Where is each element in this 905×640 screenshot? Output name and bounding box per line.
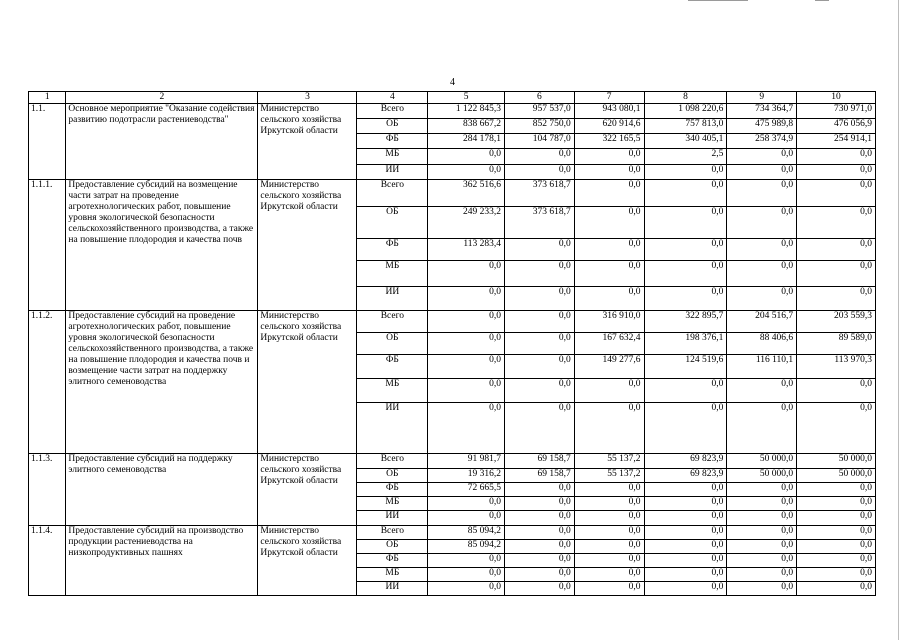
amount-cell: 0,0 bbox=[505, 554, 575, 568]
amount-cell: 0,0 bbox=[797, 483, 876, 497]
funding-source: ОБ bbox=[357, 333, 428, 355]
amount-cell: 0,0 bbox=[574, 287, 644, 311]
column-header: 1 bbox=[29, 92, 66, 104]
amount-cell: 0,0 bbox=[727, 526, 797, 540]
amount-cell: 0,0 bbox=[505, 311, 575, 333]
amount-cell: 1 122 845,3 bbox=[428, 104, 505, 119]
amount-cell: 0,0 bbox=[574, 149, 644, 165]
amount-cell: 0,0 bbox=[574, 180, 644, 207]
amount-cell: 85 094,2 bbox=[428, 540, 505, 554]
item-executor: Министерство сельского хозяйства Иркутской области bbox=[258, 454, 357, 526]
amount-cell: 0,0 bbox=[644, 239, 727, 261]
item-executor: Министерство сельского хозяйства Иркутской области bbox=[258, 526, 357, 596]
column-header: 7 bbox=[574, 92, 644, 104]
amount-cell: 69 823,9 bbox=[644, 454, 727, 469]
amount-cell: 0,0 bbox=[574, 526, 644, 540]
amount-cell: 149 277,6 bbox=[574, 355, 644, 379]
amount-cell: 0,0 bbox=[797, 526, 876, 540]
amount-cell: 0,0 bbox=[797, 379, 876, 403]
amount-cell: 0,0 bbox=[644, 379, 727, 403]
funding-source: Всего bbox=[357, 104, 428, 119]
funding-source: Всего bbox=[357, 311, 428, 333]
item-name: Основное мероприятие "Оказание содействия развитию подотрасли растениеводства" bbox=[66, 104, 258, 180]
amount-cell: 0,0 bbox=[428, 333, 505, 355]
amount-cell: 0,0 bbox=[428, 311, 505, 333]
amount-cell: 85 094,2 bbox=[428, 526, 505, 540]
amount-cell: 0,0 bbox=[797, 180, 876, 207]
table-row bbox=[29, 454, 876, 469]
amount-cell: 322 165,5 bbox=[574, 134, 644, 149]
item-executor: Министерство сельского хозяйства Иркутской области bbox=[258, 180, 357, 311]
amount-cell: 0,0 bbox=[644, 207, 727, 239]
amount-cell: 0,0 bbox=[574, 403, 644, 454]
column-header: 2 bbox=[66, 92, 258, 104]
amount-cell: 0,0 bbox=[428, 149, 505, 165]
amount-cell: 322 895,7 bbox=[644, 311, 727, 333]
amount-cell: 0,0 bbox=[505, 582, 575, 596]
amount-cell: 0,0 bbox=[428, 582, 505, 596]
amount-cell: 0,0 bbox=[797, 165, 876, 180]
amount-cell: 1 098 220,6 bbox=[644, 104, 727, 119]
amount-cell: 0,0 bbox=[505, 379, 575, 403]
amount-cell: 0,0 bbox=[797, 554, 876, 568]
funding-source: ФБ bbox=[357, 554, 428, 568]
amount-cell: 0,0 bbox=[574, 582, 644, 596]
amount-cell: 0,0 bbox=[727, 207, 797, 239]
amount-cell: 124 519,6 bbox=[644, 355, 727, 379]
funding-source: ИИ bbox=[357, 165, 428, 180]
page-number: 4 bbox=[450, 77, 455, 88]
amount-cell: 0,0 bbox=[797, 149, 876, 165]
amount-cell: 0,0 bbox=[428, 165, 505, 180]
funding-source: Всего bbox=[357, 526, 428, 540]
amount-cell: 373 618,7 bbox=[505, 207, 575, 239]
amount-cell: 0,0 bbox=[727, 582, 797, 596]
amount-cell: 373 618,7 bbox=[505, 180, 575, 207]
amount-cell: 0,0 bbox=[727, 403, 797, 454]
table-row bbox=[29, 311, 876, 333]
item-number: 1.1.1. bbox=[29, 180, 66, 311]
amount-cell: 0,0 bbox=[505, 403, 575, 454]
amount-cell: 0,0 bbox=[797, 540, 876, 554]
amount-cell: 55 137,2 bbox=[574, 454, 644, 469]
amount-cell: 852 750,0 bbox=[505, 119, 575, 134]
amount-cell: 943 080,1 bbox=[574, 104, 644, 119]
funding-source: ИИ bbox=[357, 403, 428, 454]
funding-source: МБ bbox=[357, 568, 428, 582]
amount-cell: 620 914,6 bbox=[574, 119, 644, 134]
item-executor: Министерство сельского хозяйства Иркутской области bbox=[258, 311, 357, 454]
amount-cell: 0,0 bbox=[505, 355, 575, 379]
amount-cell: 0,0 bbox=[727, 165, 797, 180]
amount-cell: 88 406,6 bbox=[727, 333, 797, 355]
amount-cell: 0,0 bbox=[574, 483, 644, 497]
amount-cell: 204 516,7 bbox=[727, 311, 797, 333]
budget-table bbox=[28, 91, 876, 596]
amount-cell: 69 158,7 bbox=[505, 469, 575, 483]
amount-cell: 0,0 bbox=[428, 554, 505, 568]
amount-cell: 91 981,7 bbox=[428, 454, 505, 469]
funding-source: ФБ bbox=[357, 239, 428, 261]
item-number: 1.1. bbox=[29, 104, 66, 180]
amount-cell: 113 283,4 bbox=[428, 239, 505, 261]
amount-cell: 0,0 bbox=[428, 261, 505, 287]
amount-cell: 0,0 bbox=[644, 287, 727, 311]
amount-cell: 0,0 bbox=[505, 333, 575, 355]
amount-cell: 0,0 bbox=[574, 497, 644, 511]
amount-cell: 0,0 bbox=[797, 511, 876, 526]
amount-cell: 89 589,0 bbox=[797, 333, 876, 355]
funding-source: ИИ bbox=[357, 582, 428, 596]
amount-cell: 0,0 bbox=[428, 403, 505, 454]
column-header: 10 bbox=[797, 92, 876, 104]
amount-cell: 50 000,0 bbox=[797, 469, 876, 483]
amount-cell: 0,0 bbox=[505, 568, 575, 582]
amount-cell: 55 137,2 bbox=[574, 469, 644, 483]
column-header: 8 bbox=[644, 92, 727, 104]
amount-cell: 203 559,3 bbox=[797, 311, 876, 333]
amount-cell: 0,0 bbox=[727, 554, 797, 568]
scan-artifact bbox=[688, 0, 748, 1]
amount-cell: 0,0 bbox=[797, 568, 876, 582]
amount-cell: 0,0 bbox=[505, 511, 575, 526]
amount-cell: 50 000,0 bbox=[797, 454, 876, 469]
amount-cell: 0,0 bbox=[574, 239, 644, 261]
amount-cell: 0,0 bbox=[727, 511, 797, 526]
amount-cell: 0,0 bbox=[644, 511, 727, 526]
amount-cell: 284 178,1 bbox=[428, 134, 505, 149]
amount-cell: 0,0 bbox=[574, 511, 644, 526]
amount-cell: 0,0 bbox=[727, 180, 797, 207]
amount-cell: 0,0 bbox=[644, 261, 727, 287]
amount-cell: 730 971,0 bbox=[797, 104, 876, 119]
amount-cell: 0,0 bbox=[644, 180, 727, 207]
amount-cell: 0,0 bbox=[727, 239, 797, 261]
amount-cell: 0,0 bbox=[505, 540, 575, 554]
amount-cell: 0,0 bbox=[574, 540, 644, 554]
funding-source: ИИ bbox=[357, 511, 428, 526]
amount-cell: 0,0 bbox=[505, 239, 575, 261]
amount-cell: 0,0 bbox=[505, 149, 575, 165]
page-edge bbox=[898, 0, 899, 640]
amount-cell: 254 914,1 bbox=[797, 134, 876, 149]
funding-source: МБ bbox=[357, 497, 428, 511]
amount-cell: 0,0 bbox=[644, 526, 727, 540]
amount-cell: 734 364,7 bbox=[727, 104, 797, 119]
amount-cell: 0,0 bbox=[644, 582, 727, 596]
amount-cell: 0,0 bbox=[797, 261, 876, 287]
funding-source: ИИ bbox=[357, 287, 428, 311]
item-name: Предоставление субсидий на производство продукции растениеводства на низкопродуктивных пашнях bbox=[66, 526, 258, 596]
amount-cell: 0,0 bbox=[644, 403, 727, 454]
funding-source: МБ bbox=[357, 261, 428, 287]
amount-cell: 0,0 bbox=[797, 582, 876, 596]
amount-cell: 0,0 bbox=[574, 207, 644, 239]
amount-cell: 0,0 bbox=[797, 239, 876, 261]
column-header: 6 bbox=[505, 92, 575, 104]
amount-cell: 0,0 bbox=[428, 287, 505, 311]
amount-cell: 0,0 bbox=[428, 511, 505, 526]
funding-source: Всего bbox=[357, 454, 428, 469]
amount-cell: 0,0 bbox=[505, 287, 575, 311]
amount-cell: 0,0 bbox=[644, 554, 727, 568]
funding-source: ФБ bbox=[357, 355, 428, 379]
column-header: 5 bbox=[428, 92, 505, 104]
amount-cell: 258 374,9 bbox=[727, 134, 797, 149]
amount-cell: 116 110,1 bbox=[727, 355, 797, 379]
amount-cell: 0,0 bbox=[797, 497, 876, 511]
funding-source: ОБ bbox=[357, 207, 428, 239]
amount-cell: 0,0 bbox=[797, 207, 876, 239]
amount-cell: 362 516,6 bbox=[428, 180, 505, 207]
amount-cell: 0,0 bbox=[574, 379, 644, 403]
funding-source: ОБ bbox=[357, 469, 428, 483]
amount-cell: 0,0 bbox=[797, 287, 876, 311]
amount-cell: 104 787,0 bbox=[505, 134, 575, 149]
amount-cell: 476 056,9 bbox=[797, 119, 876, 134]
amount-cell: 72 665,5 bbox=[428, 483, 505, 497]
amount-cell: 0,0 bbox=[727, 540, 797, 554]
funding-source: МБ bbox=[357, 149, 428, 165]
funding-source: ФБ bbox=[357, 483, 428, 497]
amount-cell: 0,0 bbox=[644, 165, 727, 180]
table-row bbox=[29, 526, 876, 540]
amount-cell: 198 376,1 bbox=[644, 333, 727, 355]
column-header: 9 bbox=[727, 92, 797, 104]
funding-source: ФБ bbox=[357, 134, 428, 149]
amount-cell: 0,0 bbox=[727, 568, 797, 582]
amount-cell: 0,0 bbox=[574, 165, 644, 180]
table-row bbox=[29, 180, 876, 207]
amount-cell: 316 910,0 bbox=[574, 311, 644, 333]
item-number: 1.1.4. bbox=[29, 526, 66, 596]
amount-cell: 50 000,0 bbox=[727, 454, 797, 469]
amount-cell: 0,0 bbox=[505, 261, 575, 287]
amount-cell: 113 970,3 bbox=[797, 355, 876, 379]
item-number: 1.1.2. bbox=[29, 311, 66, 454]
amount-cell: 0,0 bbox=[505, 483, 575, 497]
amount-cell: 0,0 bbox=[574, 261, 644, 287]
amount-cell: 249 233,2 bbox=[428, 207, 505, 239]
amount-cell: 0,0 bbox=[727, 379, 797, 403]
amount-cell: 0,0 bbox=[505, 526, 575, 540]
funding-source: МБ bbox=[357, 379, 428, 403]
amount-cell: 957 537,0 bbox=[505, 104, 575, 119]
amount-cell: 340 405,1 bbox=[644, 134, 727, 149]
column-number-row bbox=[29, 92, 876, 104]
amount-cell: 50 000,0 bbox=[727, 469, 797, 483]
amount-cell: 0,0 bbox=[644, 568, 727, 582]
amount-cell: 2,5 bbox=[644, 149, 727, 165]
amount-cell: 0,0 bbox=[727, 149, 797, 165]
amount-cell: 475 989,8 bbox=[727, 119, 797, 134]
amount-cell: 0,0 bbox=[797, 403, 876, 454]
amount-cell: 69 823,9 bbox=[644, 469, 727, 483]
funding-source: ОБ bbox=[357, 119, 428, 134]
amount-cell: 0,0 bbox=[727, 261, 797, 287]
amount-cell: 69 158,7 bbox=[505, 454, 575, 469]
amount-cell: 19 316,2 bbox=[428, 469, 505, 483]
item-number: 1.1.3. bbox=[29, 454, 66, 526]
funding-source: Всего bbox=[357, 180, 428, 207]
amount-cell: 757 813,0 bbox=[644, 119, 727, 134]
item-name: Предоставление субсидий на проведение агротехнологических работ, повышение уровня экологической безопасности сельскохозяйственного производства, а также на повышение плодородия и качества почв и возмещение части затрат на поддержку элитного семеноводства bbox=[66, 311, 258, 454]
amount-cell: 0,0 bbox=[727, 287, 797, 311]
amount-cell: 0,0 bbox=[727, 483, 797, 497]
amount-cell: 0,0 bbox=[727, 497, 797, 511]
scan-artifact bbox=[815, 0, 829, 1]
amount-cell: 0,0 bbox=[644, 483, 727, 497]
item-name: Предоставление субсидий на возмещение части затрат на проведение агротехнологических работ, повышение уровня экологической безопасности сельскохозяйственного производства, а также на повышение плодородия и качества почв bbox=[66, 180, 258, 311]
amount-cell: 0,0 bbox=[505, 165, 575, 180]
column-header: 4 bbox=[357, 92, 428, 104]
item-name: Предоставление субсидий на поддержку элитного семеноводства bbox=[66, 454, 258, 526]
table-row bbox=[29, 104, 876, 119]
amount-cell: 0,0 bbox=[644, 540, 727, 554]
amount-cell: 0,0 bbox=[428, 379, 505, 403]
amount-cell: 0,0 bbox=[574, 554, 644, 568]
amount-cell: 0,0 bbox=[428, 355, 505, 379]
amount-cell: 0,0 bbox=[428, 568, 505, 582]
funding-source: ОБ bbox=[357, 540, 428, 554]
amount-cell: 0,0 bbox=[644, 497, 727, 511]
amount-cell: 838 667,2 bbox=[428, 119, 505, 134]
amount-cell: 0,0 bbox=[428, 497, 505, 511]
column-header: 3 bbox=[258, 92, 357, 104]
amount-cell: 167 632,4 bbox=[574, 333, 644, 355]
amount-cell: 0,0 bbox=[574, 568, 644, 582]
item-executor: Министерство сельского хозяйства Иркутской области bbox=[258, 104, 357, 180]
amount-cell: 0,0 bbox=[505, 497, 575, 511]
